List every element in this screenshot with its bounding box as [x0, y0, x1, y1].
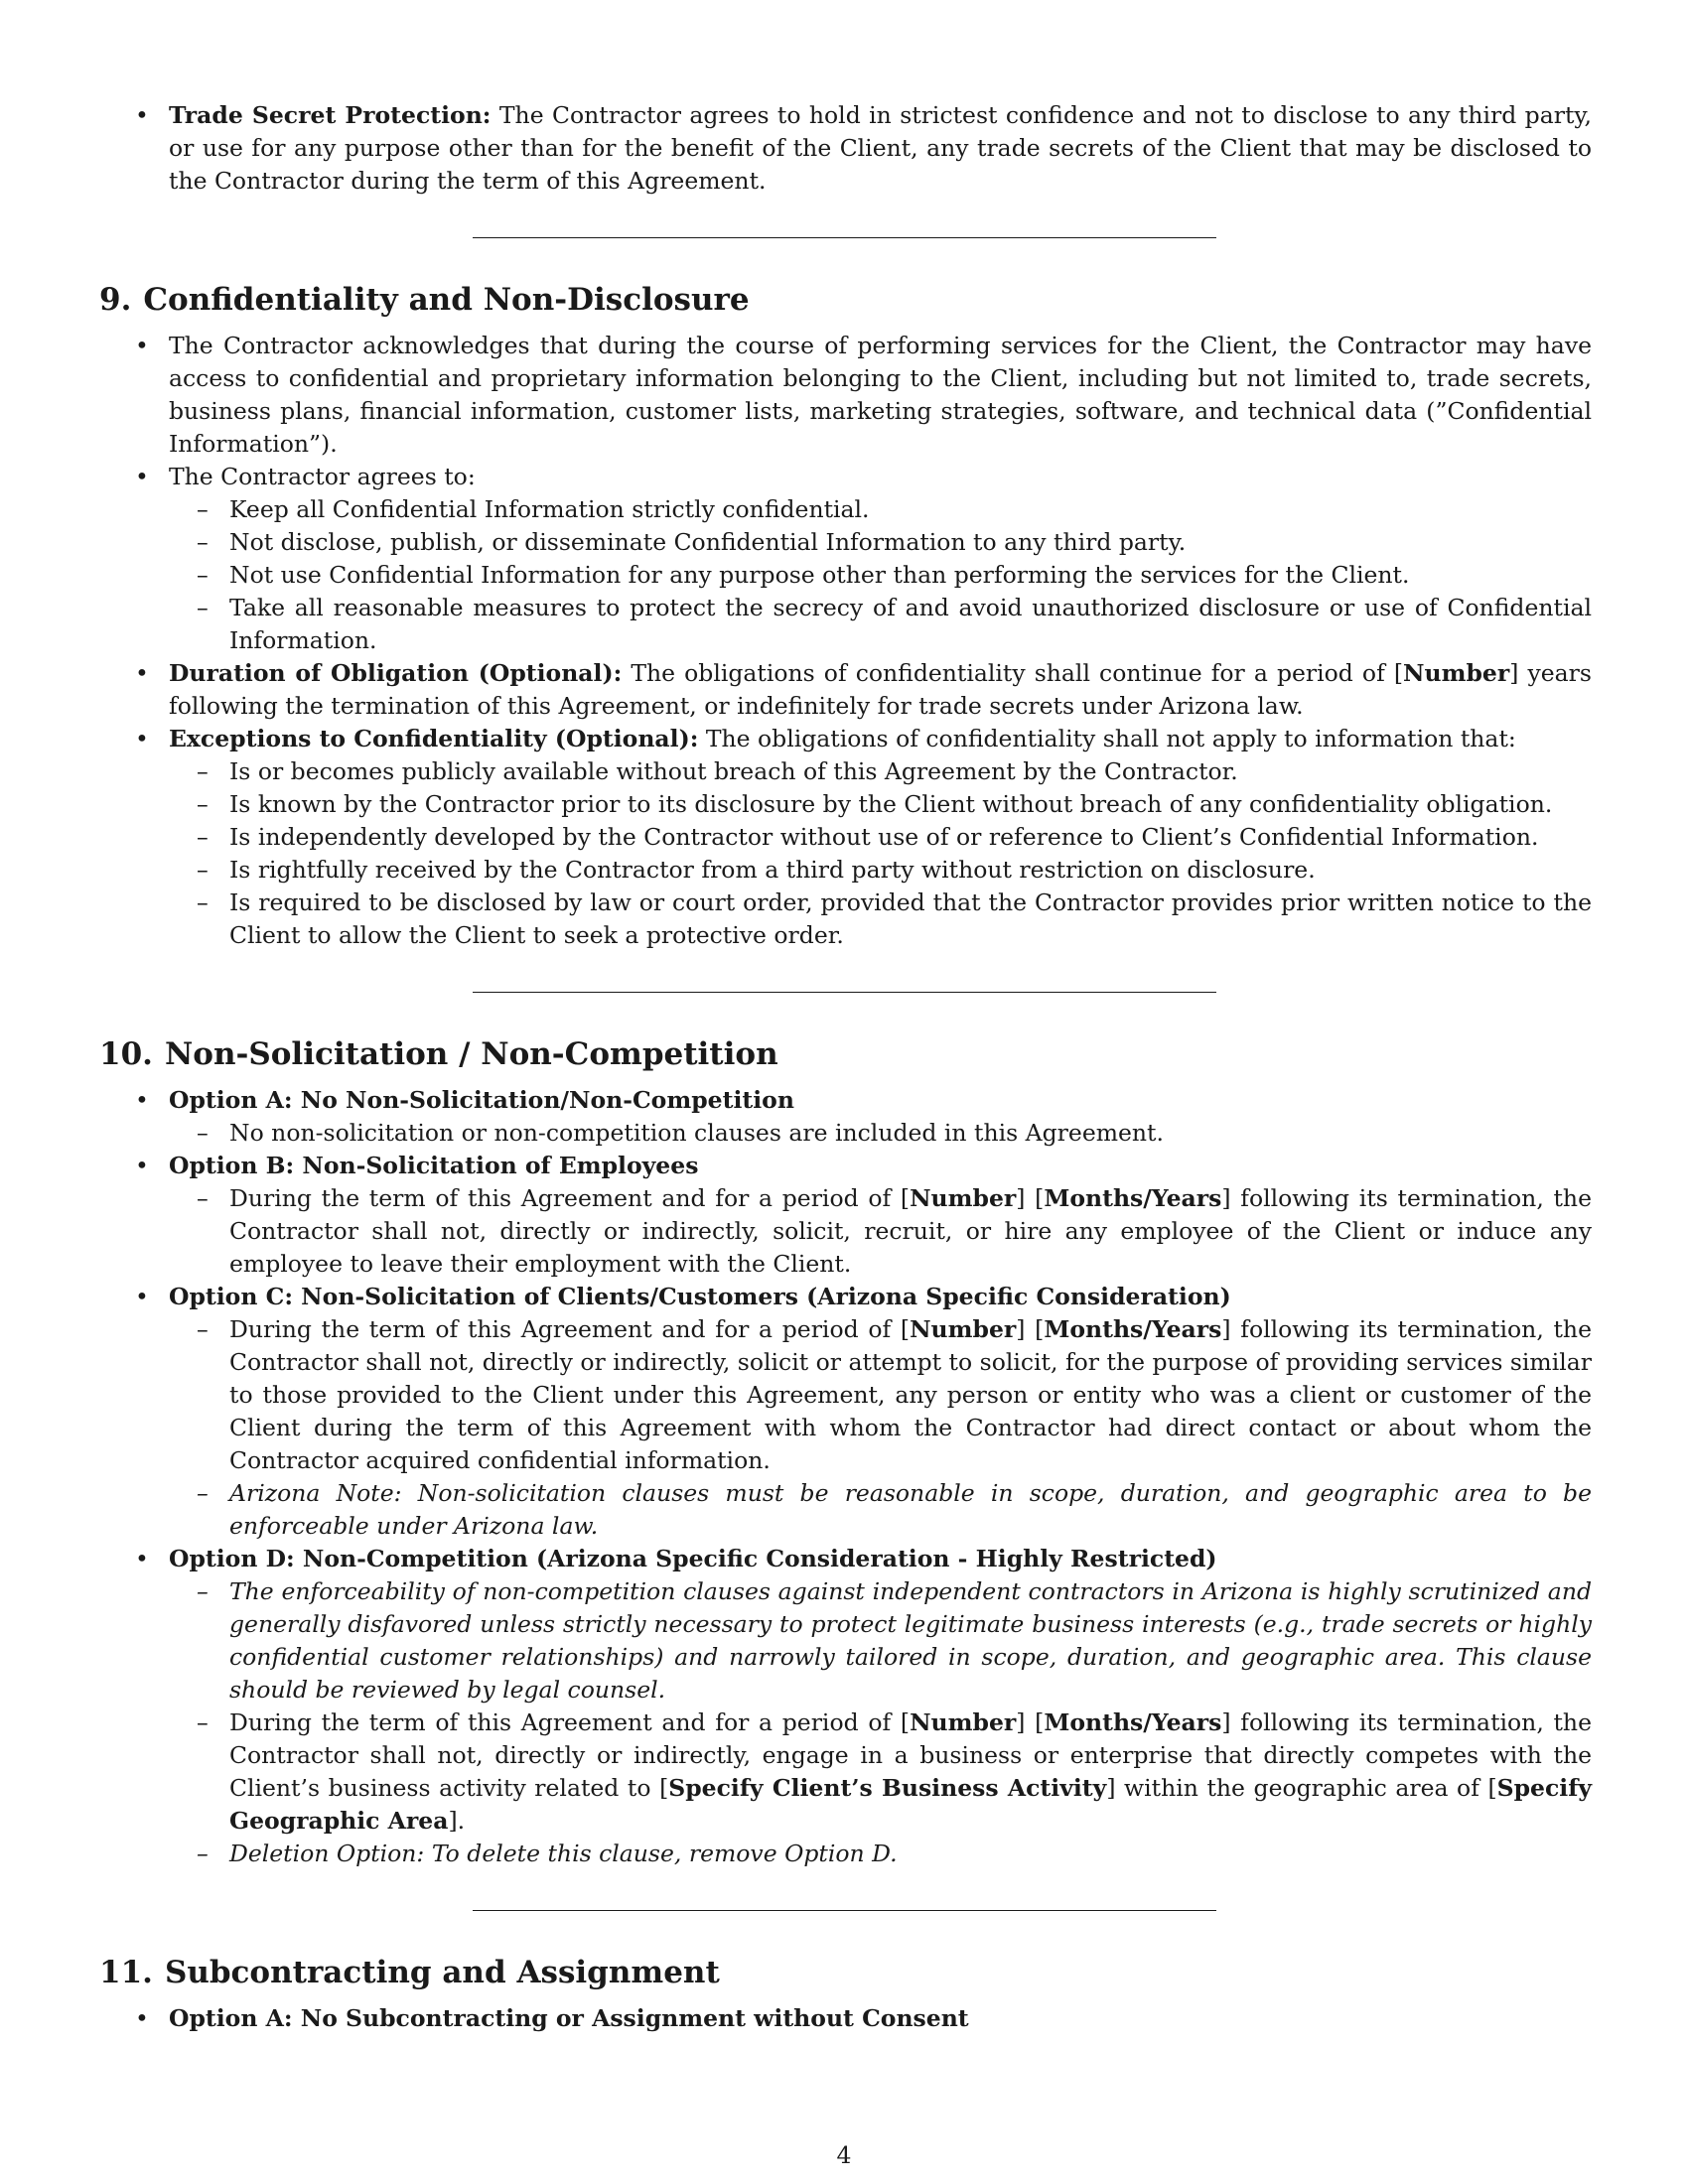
- section-9-list: [99, 330, 1592, 952]
- placeholder-field: Number: [1403, 659, 1510, 687]
- list-item: • Option C: Non-Solicitation of Clients/Customers (Arizona Specific Consideration) – During the term of this Agreement and for a period of [Number] [Months/Years] following its termination, the Contractor shall not, directly or indirectly, solicit or attempt to solicit, for the purpose of providing services similar to those provided to the Client under this Agreement, any person or entity who was a client or customer of the Client during the term of this Agreement with whom the Contractor had direct contact or about whom the Contractor acquired confidential information. – Arizona Note: Non-solicitation clauses must be reasonable in scope, duration, and geographic area to be enforceable under Arizona law.: [99, 1281, 1592, 1543]
- list-item: • Option B: Non-Solicitation of Employees – During the term of this Agreement and for a period of [Number] [Months/Years] following its termination, the Contractor shall not, directly or indirectly, solicit, recruit, or hire any employee of the Client or induce any employee to leave their employment with the Client.: [99, 1150, 1592, 1281]
- placeholder-field: Months/Years: [1044, 1315, 1222, 1343]
- list-item: • Option A: No Non-Solicitation/Non-Competition – No non-solicitation or non-competition clauses are included in this Agreement.: [99, 1084, 1592, 1150]
- sub-list-item: – Keep all Confidential Information strictly confidential.: [169, 493, 1592, 526]
- sub-list-item: – Not disclose, publish, or disseminate Confidential Information to any third party.: [169, 526, 1592, 559]
- sub-list-item: – Is required to be disclosed by law or court order, provided that the Contractor provides prior written notice to the Client to allow the Client to seek a protective order.: [169, 887, 1592, 952]
- sub-list-item-note: – Arizona Note: Non-solicitation clauses must be reasonable in scope, duration, and geographic area to be enforceable under Arizona law.: [169, 1477, 1592, 1543]
- list-item: • Duration of Obligation (Optional): The obligations of confidentiality shall continue for a period of [Number] years following the termination of this Agreement, or indefinitely for trade secrets under Arizona law.: [99, 657, 1592, 723]
- section-11-list: [99, 2002, 1592, 2035]
- list-item: • The Contractor acknowledges that during the course of performing services for the Client, the Contractor may have access to confidential and proprietary information belonging to the Client, including but not limited to, trade secrets, business plans, financial information, customer lists, marketing strategies, software, and technical data (”Confidential Information”).: [99, 330, 1592, 461]
- placeholder-field: Number: [910, 1315, 1017, 1343]
- sub-list-item: – During the term of this Agreement and for a period of [Number] [Months/Years] following its termination, the Contractor shall not, directly or indirectly, engage in a business or enterprise that directly competes with the Client’s business activity related to [Specify Client’s Business Activity] within the geographic area of [Specify Geographic Area].: [169, 1706, 1592, 1838]
- section-divider: [473, 1910, 1216, 1911]
- list-item: • Trade Secret Protection: The Contractor agrees to hold in strictest confidence and not to disclose to any third party, or use for any purpose other than for the benefit of the Client, any trade secrets of the Client that may be disclosed to the Contractor during the term of this Agreement.: [99, 99, 1592, 198]
- placeholder-field: Number: [910, 1708, 1017, 1736]
- placeholder-field: Specify Client’s Business Activity: [668, 1774, 1107, 1802]
- sub-list-item: – Is or becomes publicly available without breach of this Agreement by the Contractor.: [169, 755, 1592, 788]
- sub-list-item: – Not use Confidential Information for any purpose other than performing the services for the Client.: [169, 559, 1592, 592]
- sub-list: [169, 1313, 1592, 1543]
- list-item: • Exceptions to Confidentiality (Optional): The obligations of confidentiality shall not apply to information that: – Is or becomes publicly available without breach of this Agreement by the Contractor. – Is known by the Contractor prior to its disclosure by the Client without breach of any confidentiality obligation. – Is independently developed by the Contractor without use of or reference to Client’s Confidential Information. – Is rightfully received by the Contractor from a third party without restriction on disclosure. – Is required to be disclosed by law or court order, provided that the Contractor provides prior written notice to the Client to allow the Client to seek a protective order.: [99, 723, 1592, 952]
- sub-list-item: – Is rightfully received by the Contractor from a third party without restriction on disclosure.: [169, 854, 1592, 887]
- section-divider: [473, 992, 1216, 993]
- sub-list: [169, 755, 1592, 952]
- sub-list: [169, 493, 1592, 657]
- page-number: 4: [836, 2141, 852, 2169]
- placeholder-field: Months/Years: [1044, 1184, 1222, 1212]
- sub-list-item-note: – The enforceability of non-competition clauses against independent contractors in Arizona is highly scrutinized and generally disfavored unless strictly necessary to protect legitimate business interests (e.g., trade secrets or highly confidential customer relationships) and narrowly tailored in scope, duration, and geographic area. This clause should be reviewed by legal counsel.: [169, 1575, 1592, 1706]
- list-item: • The Contractor agrees to: – Keep all Confidential Information strictly confidential. – Not disclose, publish, or disseminate Confidential Information to any third party. – Not use Confidential Information for any purpose other than performing the services for the Client. – Take all reasonable measures to protect the secrecy of and avoid unauthorized disclosure or use of Confidential Information.: [99, 461, 1592, 657]
- sub-list-item: – During the term of this Agreement and for a period of [Number] [Months/Years] following its termination, the Contractor shall not, directly or indirectly, solicit, recruit, or hire any employee of the Client or induce any employee to leave their employment with the Client.: [169, 1182, 1592, 1281]
- placeholder-field: Number: [910, 1184, 1017, 1212]
- sub-list-item-note: – Deletion Option: To delete this clause, remove Option D.: [169, 1838, 1592, 1870]
- placeholder-field: Specify Geographic Area: [229, 1774, 1592, 1835]
- sub-list: [169, 1182, 1592, 1281]
- sub-list-item: – During the term of this Agreement and for a period of [Number] [Months/Years] following its termination, the Contractor shall not, directly or indirectly, solicit or attempt to solicit, for the purpose of providing services similar to those provided to the Client under this Agreement, any person or entity who was a client or customer of the Client during the term of this Agreement with whom the Contractor had direct contact or about whom the Contractor acquired confidential information.: [169, 1313, 1592, 1477]
- list-item: • Option D: Non-Competition (Arizona Specific Consideration - Highly Restricted) – The enforceability of non-competition clauses against independent contractors in Arizona is highly scrutinized and generally disfavored unless strictly necessary to protect legitimate business interests (e.g., trade secrets or highly confidential customer relationships) and narrowly tailored in scope, duration, and geographic area. This clause should be reviewed by legal counsel. – During the term of this Agreement and for a period of [Number] [Months/Years] following its termination, the Contractor shall not, directly or indirectly, engage in a business or enterprise that directly competes with the Client’s business activity related to [Specify Client’s Business Activity] within the geographic area of [Specify Geographic Area]. – Deletion Option: To delete this clause, remove Option D.: [99, 1543, 1592, 1870]
- section-heading: 9. Confidentiality and Non-Disclosure: [99, 282, 750, 318]
- document-page: [99, 99, 1592, 2035]
- section-heading: 11. Subcontracting and Assignment: [99, 1955, 720, 1990]
- sub-list-item: – Take all reasonable measures to protect the secrecy of and avoid unauthorized disclosure or use of Confidential Information.: [169, 592, 1592, 657]
- section-heading: 10. Non-Solicitation / Non-Competition: [99, 1036, 778, 1072]
- section-8-list: [99, 99, 1592, 198]
- placeholder-field: Months/Years: [1044, 1708, 1222, 1736]
- sub-list-item: – Is known by the Contractor prior to its disclosure by the Client without breach of any confidentiality obligation.: [169, 788, 1592, 821]
- section-10-list: [99, 1084, 1592, 1870]
- section-divider: [473, 237, 1216, 238]
- sub-list-item: – No non-solicitation or non-competition clauses are included in this Agreement.: [169, 1117, 1592, 1150]
- sub-list: [169, 1575, 1592, 1870]
- list-item: • Option A: No Subcontracting or Assignment without Consent: [99, 2002, 1592, 2035]
- sub-list: [169, 1117, 1592, 1150]
- sub-list-item: – Is independently developed by the Contractor without use of or reference to Client’s Confidential Information.: [169, 821, 1592, 854]
